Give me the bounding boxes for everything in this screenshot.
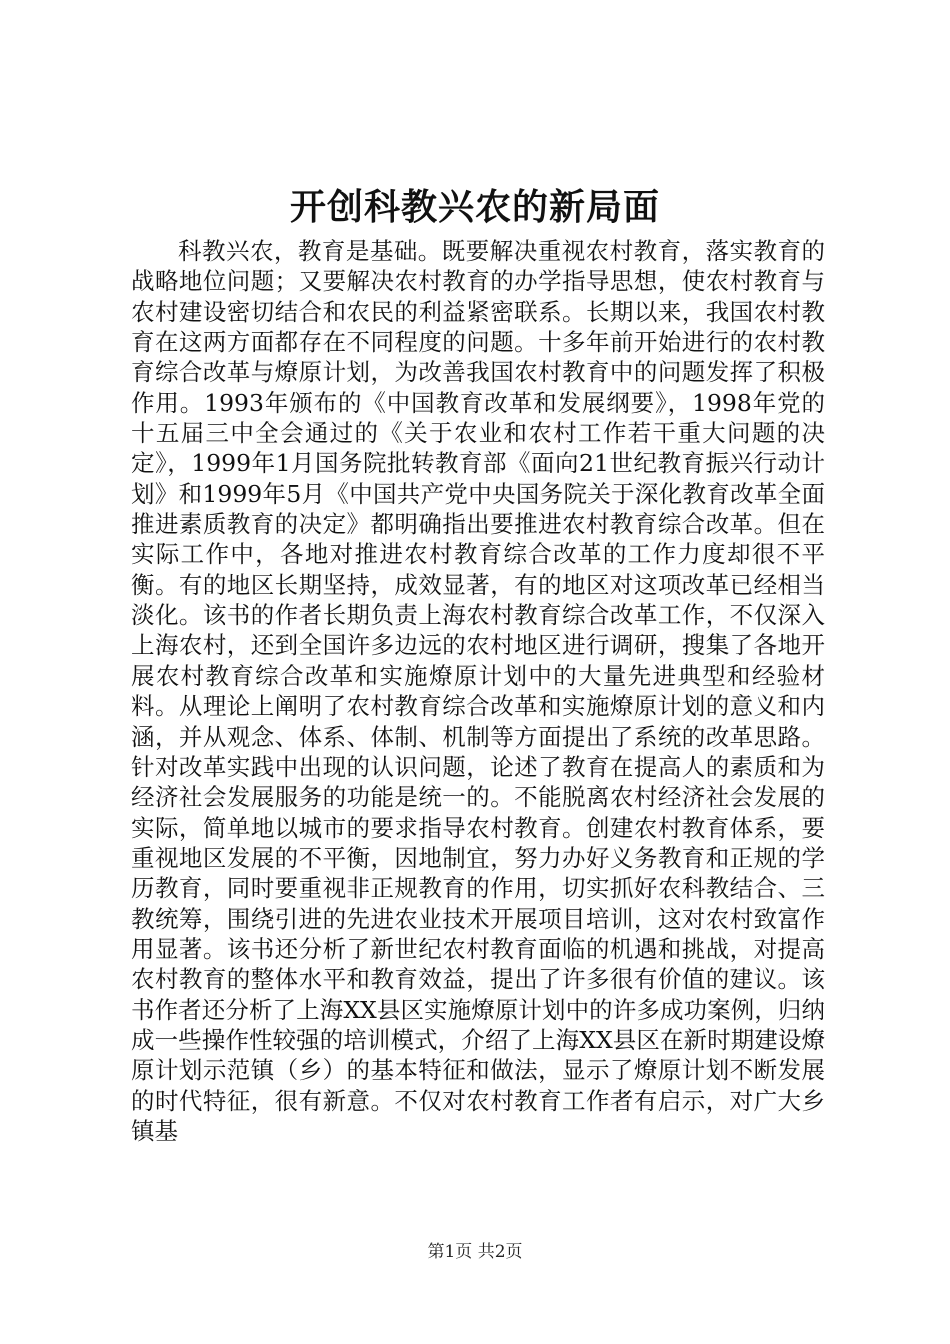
document-title: 开创科教兴农的新局面	[289, 186, 660, 228]
body-paragraph: 科教兴农，教育是基础。既要解决重视农村教育，落实教育的战略地位问题；又要解决农村教育的办学指导思想，使农村教育与农村建设密切结合和农民的利益紧密联系。长期以来，我国农村教育在这两方面都存在不同程度的问题。十多年前开始进行的农村教育综合改革与燎原计划，为改善我国农村教育中的问题发挥了积极作用。1993年颁布的《中国教育改革和发展纲要》，1998年党的十五届三中全会通过的《关于农业和农村工作若干重大问题的决定》，1999年1月国务院批转教育部《面向21世纪教育振兴行动计划》和1999年5月《中国共产党中央国务院关于深化教育改革全面推进素质教育的决定》都明确指出要推进农村教育综合改革。但在实际工作中，各地对推进农村教育综合改革的工作力度却很不平衡。有的地区长期坚持，成效显著，有的地区对这项改革已经相当淡化。该书的作者长期负责上海农村教育综合改革工作，不仅深入上海农村，还到全国许多边远的农村地区进行调研，搜集了各地开展农村教育综合改革和实施燎原计划中的大量先进典型和经验材料。从理论上阐明了农村教育综合改革和实施燎原计划的意义和内涵，并从观念、体系、体制、机制等方面提出了系统的改革思路。针对改革实践中出现的认识问题，论述了教育在提高人的素质和为经济社会发展服务的功能是统一的。不能脱离农村经济社会发展的实际，简单地以城市的要求指导农村教育。创建农村教育体系，要重视地区发展的不平衡，因地制宜，努力办好义务教育和正规的学历教育，同时要重视非正规教育的作用，切实抓好农科教结合、三教统筹，围绕引进的先进农业技术开展项目培训，这对农村致富作用显著。该书还分析了新世纪农村教育面临的机遇和挑战，对提高农村教育的整体水平和教育效益，提出了许多很有价值的建议。该书作者还分析了上海XX县区实施燎原计划中的许多成功案例，归纳成一些操作性较强的培训模式，介绍了上海XX县区在新时期建设燎原计划示范镇（乡）的基本特征和做法，显示了燎原计划不断发展的时代特征，很有新意。不仅对农村教育工作者有启示，对广大乡镇基	[131, 237, 825, 1145]
page-number-footer: 第1页 共2页	[427, 1242, 523, 1262]
